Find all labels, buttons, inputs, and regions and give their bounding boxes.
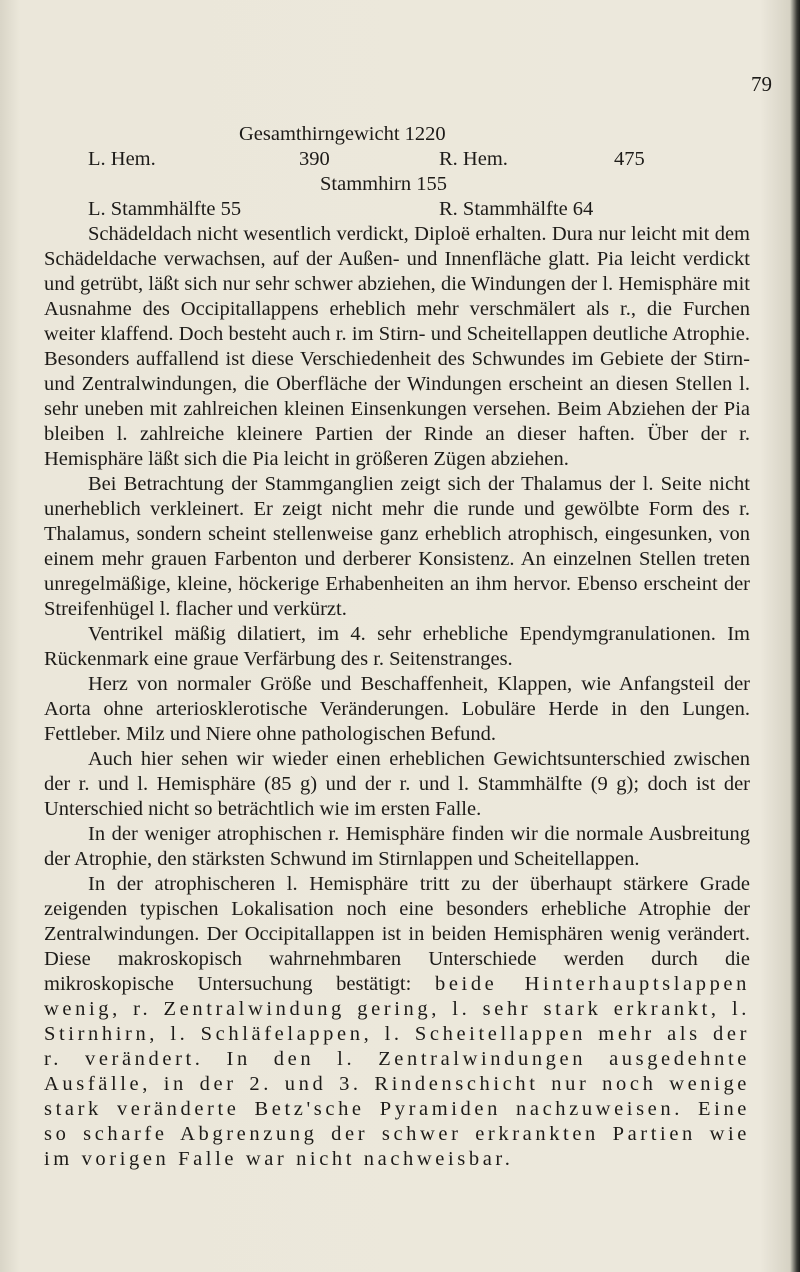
paragraph-ventricles: Ventrikel mäßig dilatiert, im 4. sehr erhebliche Ependymgranulationen. Im Rückenmark eine graue Verfärbung des r. Seitenstranges. xyxy=(44,623,750,670)
right-hemisphere-value: 475 xyxy=(614,148,645,170)
brainstem-weight-row xyxy=(88,172,708,197)
left-hemisphere-value: 390 xyxy=(299,148,330,170)
stem-half-weight-row xyxy=(88,197,708,222)
paragraph-heart: Herz von normaler Größe und Beschaffenheit, Klappen, wie Anfangsteil der Aorta ohne arteriosklerotische Veränderungen. Lobuläre Herde in den Lungen. Fettleber. Milz und Niere ohne pathologischen Befund. xyxy=(44,673,750,745)
paragraph-left-hemisphere xyxy=(44,872,750,1172)
total-weight-row xyxy=(88,122,708,147)
paragraph-weight-difference: Auch hier sehen wir wieder einen erheblichen Gewichtsunterschied zwischen der r. und l. Hemisphäre (85 g) und der r. und l. Stammhälfte (9 g); doch ist der Unterschied nicht so beträchtlich wie im ersten Falle. xyxy=(44,748,750,820)
right-hemisphere-label: R. Hem. xyxy=(439,148,508,170)
left-hemisphere-label: L. Hem. xyxy=(88,148,156,170)
brainstem-weight: Stammhirn 155 xyxy=(320,173,447,195)
body-text xyxy=(44,222,750,1172)
paragraph-left-hemisphere-spaced: beide Hinterhauptslappen wenig, r. Zentralwindung gering, l. sehr stark erkrankt, l. Stirnhirn, l. Schläfelappen, l. Scheitellappen mehr als der r. verändert. In den l. Zentralwindungen ausgedehnte Ausfälle, in der 2. und 3. Rindenschicht nur noch wenige stark veränderte Betz'sche Pyramiden nachzuweisen. Eine so scharfe Abgrenzung der schwer erkrankten Partien wie im vorigen Falle war nicht nachweisbar. xyxy=(44,973,750,1170)
paragraph-stem-ganglia: Bei Betrachtung der Stammganglien zeigt sich der Thalamus der l. Seite nicht unerheblich verkleinert. Er zeigt nicht mehr die runde und gewölbte Form des r. Thalamus, sondern scheint stellenweise ganz erheblich atrophisch, eingesunken, von einem mehr grauen Farbenton und derberer Konsistenz. An einzelnen Stellen treten unregelmäßige, kleine, höckerige Erhabenheiten an ihm hervor. Ebenso erscheint der Streifenhügel l. flacher und verkürzt. xyxy=(44,473,750,620)
page-number: 79 xyxy=(751,72,772,96)
hemisphere-weight-row xyxy=(88,147,708,172)
right-stem-half: R. Stammhälfte 64 xyxy=(439,198,594,220)
paragraph-left-hemisphere-plain: In der atrophischeren l. Hemisphäre tritt zu der überhaupt stärkere Grade zeigenden typischen Lokalisation noch eine besonders erhebliche Atrophie der Zentralwindungen. Der Occipitallappen ist in beiden Hemisphären wenig verändert. Diese makroskopisch wahrnehmbaren Unterschiede werden durch die mikroskopische Untersuchung bestätigt: xyxy=(44,873,750,995)
paragraph-skull: Schädeldach nicht wesentlich verdickt, Diploë erhalten. Dura nur leicht mit dem Schädeldache verwachsen, auf der Außen- und Innenfläche glatt. Pia leicht verdickt und getrübt, läßt sich nur sehr schwer abziehen, die Windungen der l. Hemisphäre mit Ausnahme des Occipitallappens erheblich mehr verschmälert als r., die Furchen weiter klaffend. Doch besteht auch r. im Stirn- und Scheitellappen deutliche Atrophie. Besonders auffallend ist diese Verschiedenheit des Schwundes im Gebiete der Stirn- und Zentralwindungen, die Oberfläche der Windungen erscheint an diesen Stellen l. sehr uneben mit zahlreichen kleinen Einsenkungen versehen. Beim Abziehen der Pia bleiben l. zahlreiche kleinere Partien der Rinde an dieser haften. Über der r. Hemisphäre läßt sich die Pia leicht in größeren Zügen abziehen. xyxy=(44,223,750,470)
total-brain-weight: Gesamthirngewicht 1220 xyxy=(239,123,446,145)
paragraph-right-hemisphere: In der weniger atrophischen r. Hemisphäre finden wir die normale Ausbreitung der Atrophie, den stärksten Schwund im Stirnlappen und Scheitellappen. xyxy=(44,823,750,870)
brain-weight-table xyxy=(88,122,708,222)
left-stem-half: L. Stammhälfte 55 xyxy=(88,198,242,220)
